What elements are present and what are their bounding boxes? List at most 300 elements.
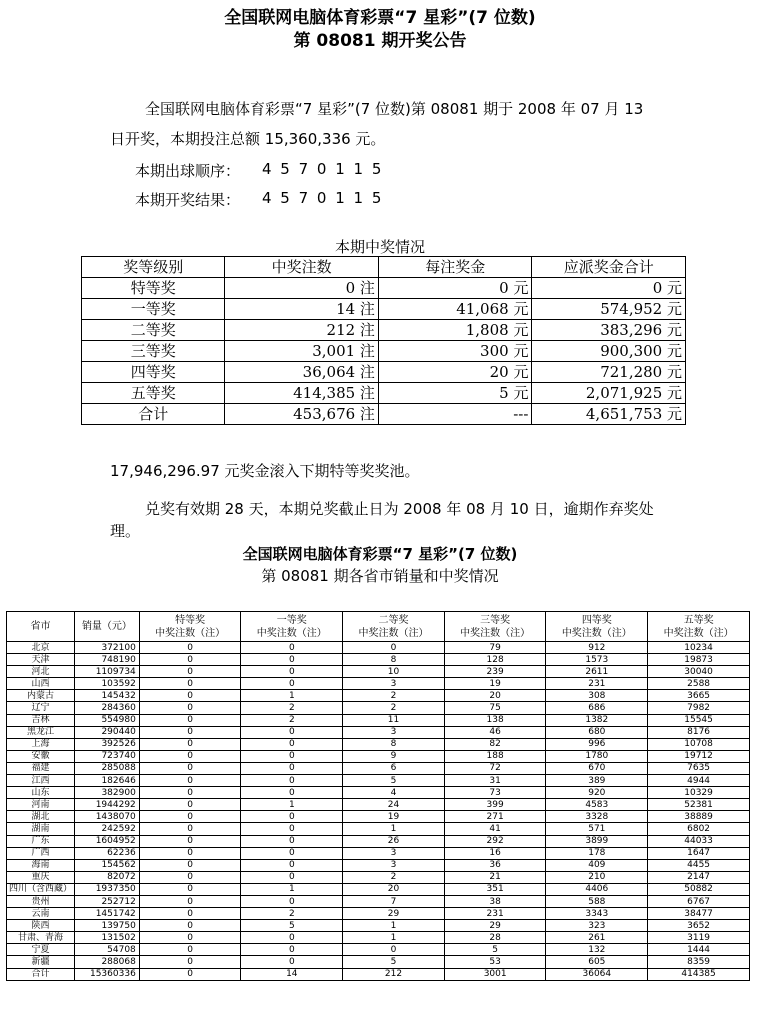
province-cell: 0 — [139, 690, 241, 702]
province-cell: 284360 — [75, 702, 140, 714]
province-cell: 14 — [241, 968, 343, 980]
province-cell: 53 — [444, 956, 546, 968]
province-cell: 79 — [444, 642, 546, 654]
province-cell: 5 — [241, 920, 343, 932]
province-cell: 0 — [139, 678, 241, 690]
draw-order-label: 本期出球顺序： — [135, 162, 241, 180]
province-cell: 上海 — [7, 738, 75, 750]
header-cell: 三等奖 中奖注数（注） — [444, 612, 546, 642]
province-row — [7, 666, 750, 678]
province-cell: 0 — [139, 738, 241, 750]
province-cell: 0 — [241, 726, 343, 738]
province-row — [7, 859, 750, 871]
province-cell: 0 — [139, 787, 241, 799]
province-cell: 山东 — [7, 787, 75, 799]
title2-line1: 全国联网电脑体育彩票“7 星彩”(7 位数) — [242, 545, 518, 563]
province-row — [7, 908, 750, 920]
province-cell: 2147 — [648, 871, 750, 883]
province-cell: 0 — [139, 750, 241, 762]
province-cell: 2 — [343, 690, 445, 702]
province-cell: 北京 — [7, 642, 75, 654]
province-cell: 1109734 — [75, 666, 140, 678]
province-cell: 3652 — [648, 920, 750, 932]
province-cell: 16 — [444, 847, 546, 859]
province-cell: 210 — [546, 871, 648, 883]
header-cell: 四等奖 中奖注数（注） — [546, 612, 648, 642]
province-cell: 2 — [343, 871, 445, 883]
province-cell: 5 — [343, 775, 445, 787]
province-cell: 182646 — [75, 775, 140, 787]
province-cell: 0 — [139, 762, 241, 774]
province-row — [7, 883, 750, 895]
province-cell: 3328 — [546, 811, 648, 823]
province-cell: 920 — [546, 787, 648, 799]
province-cell: 3 — [343, 726, 445, 738]
province-cell: 天津 — [7, 654, 75, 666]
province-cell: 372100 — [75, 642, 140, 654]
province-cell: 996 — [546, 738, 648, 750]
province-cell: 0 — [139, 714, 241, 726]
title-line2: 第 08081 期开奖公告 — [293, 31, 467, 51]
province-cell: 黑龙江 — [7, 726, 75, 738]
province-row — [7, 895, 750, 907]
province-cell: 285088 — [75, 762, 140, 774]
header-cell: 一等奖 中奖注数（注） — [241, 612, 343, 642]
prize-table-header — [82, 257, 686, 278]
province-row — [7, 871, 750, 883]
province-cell: 0 — [139, 799, 241, 811]
province-row — [7, 847, 750, 859]
province-cell: 28 — [444, 932, 546, 944]
province-cell: 82 — [444, 738, 546, 750]
prize-cell: 4,651,753 元 — [532, 404, 686, 425]
prize-cell: 二等奖 — [82, 320, 225, 341]
province-cell: 5 — [343, 956, 445, 968]
province-cell: 甘肃、青海 — [7, 932, 75, 944]
province-cell: 3001 — [444, 968, 546, 980]
province-cell: 212 — [343, 968, 445, 980]
prize-cell: 36,064 注 — [225, 362, 379, 383]
province-cell: 0 — [241, 775, 343, 787]
province-cell: 1 — [343, 823, 445, 835]
province-cell: 湖北 — [7, 811, 75, 823]
province-cell: 19 — [343, 811, 445, 823]
province-cell: 26 — [343, 835, 445, 847]
province-cell: 0 — [241, 944, 343, 956]
province-cell: 82072 — [75, 871, 140, 883]
province-cell: 0 — [139, 920, 241, 932]
province-cell: 0 — [139, 932, 241, 944]
province-cell: 9 — [343, 750, 445, 762]
province-cell: 128 — [444, 654, 546, 666]
province-cell: 588 — [546, 895, 648, 907]
province-cell: 4455 — [648, 859, 750, 871]
province-cell: 1 — [241, 883, 343, 895]
province-cell: 0 — [139, 726, 241, 738]
province-cell: 0 — [139, 895, 241, 907]
province-cell: 0 — [139, 847, 241, 859]
province-cell: 山西 — [7, 678, 75, 690]
prize-cell: 0 元 — [378, 278, 532, 299]
prize-row — [82, 320, 686, 341]
province-cell: 4944 — [648, 775, 750, 787]
province-cell: 7635 — [648, 762, 750, 774]
header-cell: 销量（元） — [75, 612, 140, 642]
province-cell: 132 — [546, 944, 648, 956]
province-cell: 0 — [241, 762, 343, 774]
prize-cell: 四等奖 — [82, 362, 225, 383]
prize-cell: 574,952 元 — [532, 299, 686, 320]
province-cell: 福建 — [7, 762, 75, 774]
province-cell: 6767 — [648, 895, 750, 907]
province-cell: 1 — [343, 932, 445, 944]
province-cell: 392526 — [75, 738, 140, 750]
province-cell: 409 — [546, 859, 648, 871]
province-cell: 0 — [139, 775, 241, 787]
province-cell: 680 — [546, 726, 648, 738]
redeem-line1: 兑奖有效期 28 天，本期兑奖截止日为 2008 年 08 月 10 日，逾期作弃奖处 — [145, 500, 654, 518]
province-cell: 399 — [444, 799, 546, 811]
province-row — [7, 738, 750, 750]
province-cell: 陕西 — [7, 920, 75, 932]
province-cell: 2 — [241, 908, 343, 920]
province-cell: 0 — [139, 859, 241, 871]
province-cell: 73 — [444, 787, 546, 799]
province-cell: 0 — [241, 678, 343, 690]
province-cell: 四川（含西藏） — [7, 883, 75, 895]
province-cell: 723740 — [75, 750, 140, 762]
header-cell: 五等奖 中奖注数（注） — [648, 612, 750, 642]
province-cell: 571 — [546, 823, 648, 835]
province-cell: 41 — [444, 823, 546, 835]
province-row — [7, 811, 750, 823]
intro-line2: 日开奖，本期投注总额 15,360,336 元。 — [110, 130, 386, 148]
province-cell: 44033 — [648, 835, 750, 847]
province-row — [7, 932, 750, 944]
province-cell: 3 — [343, 847, 445, 859]
province-cell: 1944292 — [75, 799, 140, 811]
province-cell: 云南 — [7, 908, 75, 920]
prize-table-caption: 本期中奖情况 — [334, 238, 425, 256]
header-cell: 奖等级别 — [82, 257, 225, 278]
province-cell: 670 — [546, 762, 648, 774]
province-cell: 389 — [546, 775, 648, 787]
province-cell: 0 — [241, 654, 343, 666]
province-cell: 0 — [139, 968, 241, 980]
province-cell: 2 — [241, 702, 343, 714]
province-cell: 7 — [343, 895, 445, 907]
province-cell: 271 — [444, 811, 546, 823]
province-row — [7, 642, 750, 654]
province-cell: 382900 — [75, 787, 140, 799]
province-cell: 广西 — [7, 847, 75, 859]
header-cell: 中奖注数 — [225, 257, 379, 278]
province-row — [7, 968, 750, 980]
province-cell: 0 — [241, 835, 343, 847]
province-cell: 54708 — [75, 944, 140, 956]
province-cell: 1647 — [648, 847, 750, 859]
province-cell: 3119 — [648, 932, 750, 944]
province-cell: 62236 — [75, 847, 140, 859]
prize-cell: 212 注 — [225, 320, 379, 341]
province-cell: 0 — [343, 944, 445, 956]
province-cell: 29 — [444, 920, 546, 932]
province-cell: 0 — [241, 823, 343, 835]
province-cell: 0 — [241, 642, 343, 654]
prize-row — [82, 299, 686, 320]
province-cell: 3899 — [546, 835, 648, 847]
province-cell: 8359 — [648, 956, 750, 968]
province-cell: 新疆 — [7, 956, 75, 968]
prize-cell: 300 元 — [378, 341, 532, 362]
province-cell: 1 — [241, 690, 343, 702]
province-cell: 10 — [343, 666, 445, 678]
province-cell: 103592 — [75, 678, 140, 690]
province-cell: 0 — [241, 895, 343, 907]
province-cell: 7982 — [648, 702, 750, 714]
province-cell: 0 — [139, 871, 241, 883]
province-cell: 38 — [444, 895, 546, 907]
province-cell: 8 — [343, 738, 445, 750]
province-cell: 0 — [241, 787, 343, 799]
province-cell: 1438070 — [75, 811, 140, 823]
prize-cell: 2,071,925 元 — [532, 383, 686, 404]
province-cell: 38889 — [648, 811, 750, 823]
province-row — [7, 835, 750, 847]
prize-cell: 383,296 元 — [532, 320, 686, 341]
province-cell: 10234 — [648, 642, 750, 654]
province-cell: 178 — [546, 847, 648, 859]
province-cell: 0 — [241, 666, 343, 678]
province-cell: 242592 — [75, 823, 140, 835]
province-cell: 0 — [241, 956, 343, 968]
province-table — [6, 611, 750, 981]
province-cell: 0 — [139, 823, 241, 835]
province-cell: 0 — [139, 654, 241, 666]
province-cell: 261 — [546, 932, 648, 944]
province-cell: 252712 — [75, 895, 140, 907]
province-cell: 605 — [546, 956, 648, 968]
province-cell: 0 — [343, 642, 445, 654]
province-cell: 1604952 — [75, 835, 140, 847]
prize-row — [82, 383, 686, 404]
province-cell: 3 — [343, 678, 445, 690]
prize-cell: 900,300 元 — [532, 341, 686, 362]
prize-cell: 20 元 — [378, 362, 532, 383]
province-cell: 重庆 — [7, 871, 75, 883]
province-cell: 24 — [343, 799, 445, 811]
province-row — [7, 956, 750, 968]
province-row — [7, 799, 750, 811]
province-cell: 6 — [343, 762, 445, 774]
prize-cell: 0 元 — [532, 278, 686, 299]
prize-cell: 453,676 注 — [225, 404, 379, 425]
province-cell: 1573 — [546, 654, 648, 666]
province-cell: 15545 — [648, 714, 750, 726]
prize-cell: 1,808 元 — [378, 320, 532, 341]
province-cell: 吉林 — [7, 714, 75, 726]
province-cell: 1937350 — [75, 883, 140, 895]
result-value: 4 5 7 0 1 1 5 — [262, 189, 384, 207]
prize-table — [81, 256, 686, 425]
prize-row — [82, 362, 686, 383]
province-cell: 19712 — [648, 750, 750, 762]
province-cell: 239 — [444, 666, 546, 678]
province-cell: 湖南 — [7, 823, 75, 835]
province-cell: 21 — [444, 871, 546, 883]
draw-order-value: 4 5 7 0 1 1 5 — [262, 160, 384, 178]
province-cell: 30040 — [648, 666, 750, 678]
prize-row — [82, 341, 686, 362]
province-cell: 贵州 — [7, 895, 75, 907]
province-cell: 288068 — [75, 956, 140, 968]
province-row — [7, 654, 750, 666]
province-cell: 0 — [241, 750, 343, 762]
province-cell: 8176 — [648, 726, 750, 738]
province-cell: 188 — [444, 750, 546, 762]
province-cell: 0 — [139, 908, 241, 920]
province-cell: 0 — [139, 883, 241, 895]
province-cell: 10329 — [648, 787, 750, 799]
province-row — [7, 750, 750, 762]
province-cell: 231 — [546, 678, 648, 690]
province-cell: 138 — [444, 714, 546, 726]
province-row — [7, 762, 750, 774]
prize-cell: 一等奖 — [82, 299, 225, 320]
province-cell: 0 — [139, 666, 241, 678]
prize-cell: 五等奖 — [82, 383, 225, 404]
province-cell: 11 — [343, 714, 445, 726]
rollover-text: 17,946,296.97 元奖金滚入下期特等奖奖池。 — [110, 462, 420, 480]
prize-cell: 41,068 元 — [378, 299, 532, 320]
province-row — [7, 944, 750, 956]
province-cell: 19 — [444, 678, 546, 690]
province-cell: 912 — [546, 642, 648, 654]
redeem-line2: 理。 — [110, 522, 141, 540]
province-cell: 安徽 — [7, 750, 75, 762]
title-line1: 全国联网电脑体育彩票“7 星彩”(7 位数) — [224, 8, 536, 28]
province-cell: 0 — [241, 811, 343, 823]
province-cell: 139750 — [75, 920, 140, 932]
province-cell: 0 — [241, 847, 343, 859]
prize-row — [82, 404, 686, 425]
province-row — [7, 726, 750, 738]
province-cell: 52381 — [648, 799, 750, 811]
province-cell: 1 — [343, 920, 445, 932]
province-cell: 5 — [444, 944, 546, 956]
province-cell: 15360336 — [75, 968, 140, 980]
province-row — [7, 690, 750, 702]
prize-cell: 0 注 — [225, 278, 379, 299]
province-cell: 3 — [343, 859, 445, 871]
province-cell: 554980 — [75, 714, 140, 726]
result-label: 本期开奖结果： — [135, 191, 241, 209]
province-cell: 辽宁 — [7, 702, 75, 714]
province-cell: 广东 — [7, 835, 75, 847]
province-cell: 414385 — [648, 968, 750, 980]
province-cell: 231 — [444, 908, 546, 920]
intro-line1: 全国联网电脑体育彩票“7 星彩”(7 位数)第 08081 期于 2008 年 07 月 13 — [145, 100, 644, 118]
prize-cell: --- — [378, 404, 532, 425]
prize-cell: 三等奖 — [82, 341, 225, 362]
province-cell: 686 — [546, 702, 648, 714]
province-cell: 10708 — [648, 738, 750, 750]
province-cell: 145432 — [75, 690, 140, 702]
prize-cell: 3,001 注 — [225, 341, 379, 362]
province-cell: 4406 — [546, 883, 648, 895]
prize-cell: 特等奖 — [82, 278, 225, 299]
province-cell: 3665 — [648, 690, 750, 702]
prize-cell: 14 注 — [225, 299, 379, 320]
province-cell: 31 — [444, 775, 546, 787]
header-cell: 应派奖金合计 — [532, 257, 686, 278]
province-cell: 292 — [444, 835, 546, 847]
province-cell: 河南 — [7, 799, 75, 811]
province-cell: 0 — [241, 738, 343, 750]
province-row — [7, 920, 750, 932]
province-cell: 46 — [444, 726, 546, 738]
province-cell: 江西 — [7, 775, 75, 787]
province-cell: 36064 — [546, 968, 648, 980]
province-cell: 20 — [343, 883, 445, 895]
prize-cell: 5 元 — [378, 383, 532, 404]
province-cell: 50882 — [648, 883, 750, 895]
header-cell: 省市 — [7, 612, 75, 642]
prize-row — [82, 278, 686, 299]
province-cell: 154562 — [75, 859, 140, 871]
province-row — [7, 787, 750, 799]
province-row — [7, 775, 750, 787]
province-cell: 2 — [241, 714, 343, 726]
prize-cell: 721,280 元 — [532, 362, 686, 383]
province-cell: 38477 — [648, 908, 750, 920]
province-row — [7, 678, 750, 690]
province-cell: 131502 — [75, 932, 140, 944]
province-cell: 19873 — [648, 654, 750, 666]
province-cell: 351 — [444, 883, 546, 895]
province-cell: 0 — [241, 859, 343, 871]
province-cell: 0 — [139, 702, 241, 714]
province-cell: 0 — [241, 932, 343, 944]
province-cell: 宁夏 — [7, 944, 75, 956]
province-cell: 河北 — [7, 666, 75, 678]
province-cell: 6802 — [648, 823, 750, 835]
province-cell: 1451742 — [75, 908, 140, 920]
province-cell: 1382 — [546, 714, 648, 726]
province-table-header — [7, 612, 750, 642]
province-cell: 1 — [241, 799, 343, 811]
province-cell: 29 — [343, 908, 445, 920]
province-cell: 290440 — [75, 726, 140, 738]
province-cell: 4583 — [546, 799, 648, 811]
title2-line2: 第 08081 期各省市销量和中奖情况 — [261, 567, 499, 585]
province-cell: 1780 — [546, 750, 648, 762]
province-cell: 0 — [139, 811, 241, 823]
province-cell: 308 — [546, 690, 648, 702]
header-cell: 二等奖 中奖注数（注） — [343, 612, 445, 642]
province-cell: 0 — [241, 871, 343, 883]
province-cell: 4 — [343, 787, 445, 799]
province-row — [7, 823, 750, 835]
province-cell: 323 — [546, 920, 648, 932]
province-cell: 8 — [343, 654, 445, 666]
province-cell: 0 — [139, 944, 241, 956]
prize-cell: 414,385 注 — [225, 383, 379, 404]
province-cell: 2 — [343, 702, 445, 714]
prize-cell: 合计 — [82, 404, 225, 425]
province-cell: 748190 — [75, 654, 140, 666]
province-cell: 2588 — [648, 678, 750, 690]
